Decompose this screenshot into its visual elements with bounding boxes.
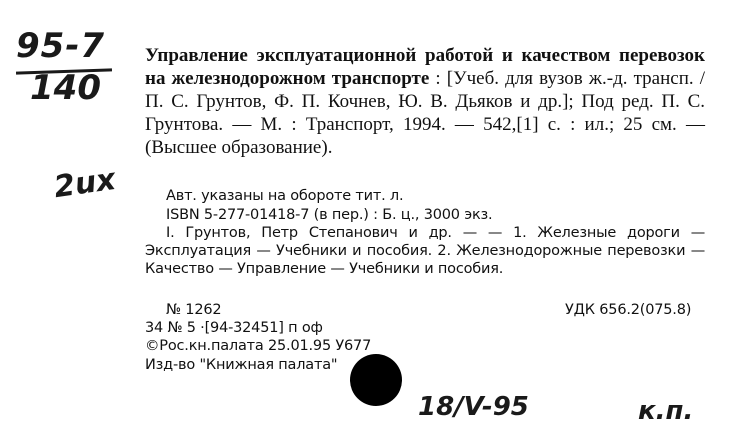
shelf-mark-bottom: 140	[30, 68, 101, 108]
authors-note: Авт. указаны на обороте тит. л.	[166, 188, 404, 204]
card-number: № 1262	[166, 302, 222, 318]
udk-code: УДК 656.2(075.8)	[565, 302, 692, 318]
subject-headings: I. Грунтов, Петр Степанович и др. — — 1. Железные дороги — Эксплуатация — Учебники и пособия. 2. Железнодорожные перевозки — Качество — Управление — Учебники и пособия.	[145, 225, 705, 277]
bibliographic-entry	[145, 44, 705, 159]
registry-code: 34 № 5 ·[94-32451] п оф	[145, 320, 323, 336]
handwritten-date: 18/V-95	[418, 392, 529, 422]
shelf-mark-top: 95-7	[16, 26, 106, 66]
margin-note: 2ux	[51, 161, 118, 206]
book-title: Управление эксплуатационной работой и качеством перевозок на железнодорожном транспорте	[145, 45, 705, 89]
isbn-line: ISBN 5-277-01418-7 (в пер.) : Б. ц., 3000 экз.	[166, 207, 493, 223]
handwritten-initials: к.п.	[638, 396, 694, 426]
copyright-line: ©Рос.кн.палата 25.01.95 У677	[145, 338, 372, 354]
publisher-line: Изд-во "Книжная палата"	[145, 357, 338, 373]
bibliographic-details: : [Учеб. для вузов ж.-д. трансп. / П. С. Грунтов, Ф. П. Кочнев, Ю. В. Дьяков и др.]; Под ред. П. С. Грунтова. — М. : Транспорт, 1994. — 542,[1] с. : ил.; 25 см. — (Высшее образование).	[145, 68, 705, 158]
punch-hole	[350, 354, 402, 406]
